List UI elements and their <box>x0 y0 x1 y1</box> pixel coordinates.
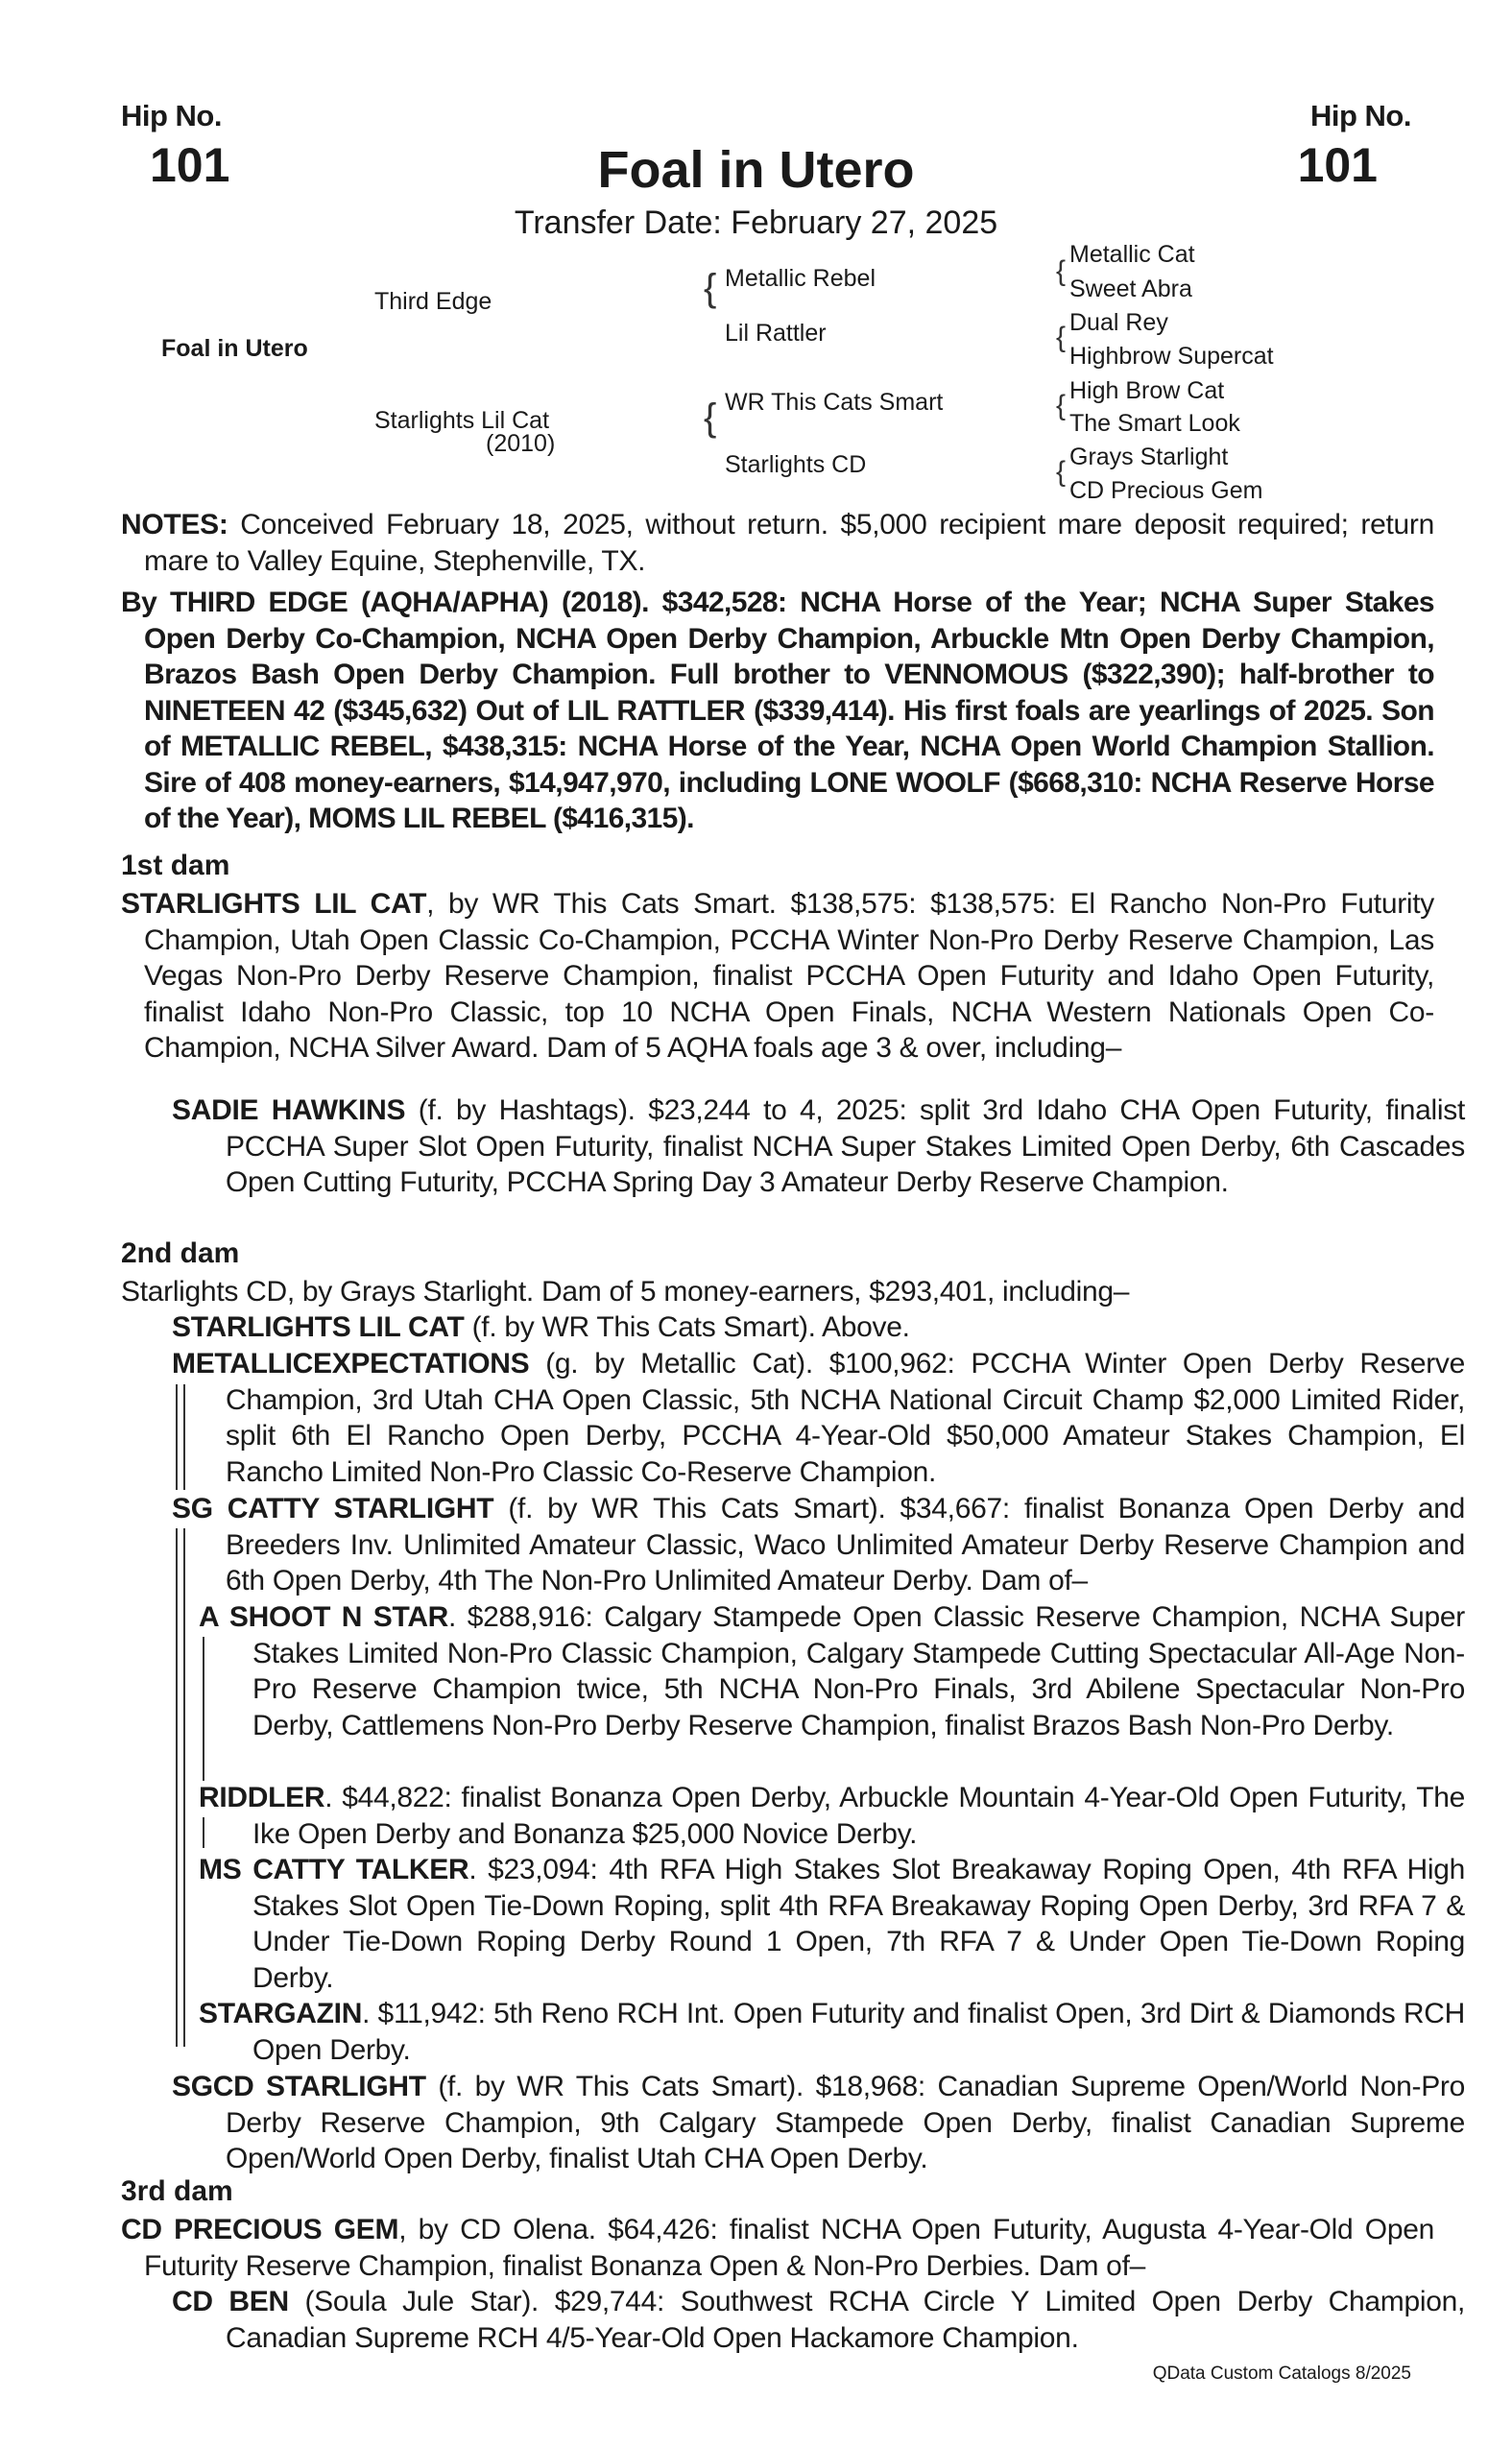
grand-offspring-3 <box>199 1852 1465 1996</box>
pedigree-g6: The Smart Look <box>1069 410 1240 437</box>
first-dam-text: , by WR This Cats Smart. $138,575: $138,575: El Rancho Non-Pro Futurity Champion, Utah Open Classic Co-Champion, PCCHA Winter Non-Pro Derby Reserve Champion, Las Vegas Non-Pro Derby Reserve Champion, finalist PCCHA Open Futurity and Idaho Open Futurity, finalist Idaho Non-Pro Classic, top 10 NCHA Open Finals, NCHA Western Nationals Open Co-Champion, NCHA Silver Award. Dam of 5 AQHA foals age 3 & over, including– <box>144 888 1434 1064</box>
pedigree-dam: Starlights Lil Cat <box>374 407 550 434</box>
offspring-text: . $288,916: Calgary Stampede Open Classic Reserve Champion, NCHA Super Stakes Limited Non-Pro Classic Champion, Calgary Stampede Cutting Spectacular All-Age Non-Pro Reserve Champion twice, 5th NCHA Non-Pro Finals, 3rd Abilene Spectacular Non-Pro Derby, Cattlemens Non-Pro Derby Reserve Champion, finalist Brazos Bash Non-Pro Derby. <box>252 1601 1465 1741</box>
produce-bar <box>183 1384 185 1490</box>
offspring-text: (f. by WR This Cats Smart). $34,667: finalist Bonanza Open Derby and Breeders Inv. Unlimited Amateur Classic, Waco Unlimited Amateur Derby Reserve Champion and 6th Open Derby, 4th The Non-Pro Unlimited Amateur Derby. Dam of– <box>226 1493 1465 1596</box>
brace-dam: { <box>704 396 717 439</box>
offspring-text: (f. by WR This Cats Smart). Above. <box>464 1311 910 1343</box>
pedigree-sire-sire: Metallic Rebel <box>725 265 876 292</box>
offspring-text: . $44,822: finalist Bonanza Open Derby, Arbuckle Mountain 4-Year-Old Open Futurity, The Ike Open Derby and Bonanza $25,000 Novice Derby. <box>252 1782 1465 1850</box>
sire-paragraph: By THIRD EDGE (AQHA/APHA) (2018). $342,528: NCHA Horse of the Year; NCHA Super Stakes Open Derby Co-Champion, NCHA Open Derby Champion, Arbuckle Mtn Open Derby Champion, Brazos Bash Open Derby Champion. Full brother to VENNOMOUS ($322,390); half-brother to NINETEEN 42 ($345,632) Out of LIL RATTLER ($339,414). His first foals are yearlings of 2025. Son of METALLIC REBEL, $438,315: NCHA Horse of the Year, NCHA Open World Champion Stallion. Sire of 408 money-earners, $14,947,970, including LONE WOOLF ($668,310: NCHA Reserve Horse of the Year), MOMS LIL REBEL ($416,315). <box>121 587 1434 834</box>
pedigree-dam-dam: Starlights CD <box>725 451 867 478</box>
pedigree-sire-dam: Lil Rattler <box>725 320 827 347</box>
second-dam-intro: Starlights CD, by Grays Starlight. Dam of 5 money-earners, $293,401, including– <box>121 1276 1130 1308</box>
grand-offspring-2 <box>199 1780 1465 1852</box>
first-dam-offspring <box>172 1092 1465 1201</box>
second-dam-offspring-2 <box>172 1346 1465 1490</box>
offspring-name: CD BEN <box>172 2286 289 2317</box>
offspring-name: SG CATTY STARLIGHT <box>172 1493 494 1524</box>
produce-bar <box>203 1817 204 1848</box>
offspring-text: . $11,942: 5th Reno RCH Int. Open Futurity and finalist Open, 3rd Dirt & Diamonds RCH Open Derby. <box>252 1998 1465 2066</box>
second-dam-offspring-4 <box>172 2069 1465 2177</box>
produce-bar <box>203 1637 204 1781</box>
transfer-date: Transfer Date: February 27, 2025 <box>514 204 998 241</box>
third-dam-paragraph <box>121 2212 1434 2284</box>
offspring-name: SADIE HAWKINS <box>172 1094 406 1126</box>
offspring-text: (f. by Hashtags). $23,244 to 4, 2025: split 3rd Idaho CHA Open Futurity, finalist PCCHA Super Slot Open Futurity, finalist NCHA Super Stakes Limited Open Derby, 6th Cascades Open Cutting Futurity, PCCHA Spring Day 3 Amateur Derby Reserve Champion. <box>226 1094 1465 1198</box>
brace-g3: { <box>1056 390 1067 421</box>
produce-bar <box>176 1528 178 2047</box>
pedigree-subject: Foal in Utero <box>161 335 308 362</box>
third-dam-name: CD PRECIOUS GEM <box>121 2214 399 2245</box>
offspring-name: METALLICEXPECTATIONS <box>172 1348 530 1380</box>
pedigree-g2: Sweet Abra <box>1069 276 1192 302</box>
pedigree-g8: CD Precious Gem <box>1069 477 1263 504</box>
third-dam-text: , by CD Olena. $64,426: finalist NCHA Open Futurity, Augusta 4-Year-Old Open Futurity Reserve Champion, finalist Bonanza Open & Non-Pro Derbies. Dam of– <box>144 2214 1434 2282</box>
first-dam-name: STARLIGHTS LIL CAT <box>121 888 427 920</box>
pedigree-g3: Dual Rey <box>1069 309 1168 336</box>
pedigree-g7: Grays Starlight <box>1069 444 1229 470</box>
second-dam-heading: 2nd dam <box>121 1237 240 1269</box>
offspring-name: A SHOOT N STAR <box>199 1601 449 1633</box>
brace-sire: { <box>704 267 717 309</box>
third-dam-offspring <box>172 2284 1465 2356</box>
first-dam-heading: 1st dam <box>121 850 230 881</box>
pedigree-dam-year: (2010) <box>486 430 556 457</box>
hip-label-right: Hip No. <box>1310 99 1411 132</box>
hip-number-left: 101 <box>150 138 230 192</box>
offspring-name: STARLIGHTS LIL CAT <box>172 1311 465 1343</box>
third-dam-heading: 3rd dam <box>121 2175 233 2207</box>
offspring-name: RIDDLER <box>199 1782 325 1813</box>
produce-bar <box>183 1528 185 2047</box>
hip-label-left: Hip No. <box>121 99 222 132</box>
pedigree-dam-sire: WR This Cats Smart <box>725 389 944 416</box>
notes-label: NOTES: <box>121 509 228 540</box>
brace-g2: { <box>1056 322 1067 353</box>
pedigree-sire: Third Edge <box>374 288 492 315</box>
second-dam-offspring-3 <box>172 1491 1465 1599</box>
notes <box>121 507 1434 579</box>
notes-text: Conceived February 18, 2025, without return. $5,000 recipient mare deposit required; return mare to Valley Equine, Stephenville, TX. <box>144 509 1434 577</box>
offspring-name: MS CATTY TALKER <box>199 1854 469 1885</box>
hip-number-right: 101 <box>1297 138 1378 192</box>
grand-offspring-1 <box>199 1599 1465 1743</box>
page-title: Foal in Utero <box>597 141 915 199</box>
offspring-text: (f. by WR This Cats Smart). $18,968: Canadian Supreme Open/World Non-Pro Derby Reserve Champion, 9th Calgary Stampede Open Derby, finalist Canadian Supreme Open/World Open Derby, finalist Utah CHA Open Derby. <box>226 2071 1466 2174</box>
second-dam-offspring-1 <box>172 1309 1411 1346</box>
offspring-text: (Soula Jule Star). $29,744: Southwest RCHA Circle Y Limited Open Derby Champion, Canadian Supreme RCH 4/5-Year-Old Open Hackamore Champion. <box>226 2286 1465 2354</box>
offspring-name: STARGAZIN <box>199 1998 363 2029</box>
footer-credit: QData Custom Catalogs 8/2025 <box>1152 2364 1411 2384</box>
offspring-text: (g. by Metallic Cat). $100,962: PCCHA Winter Open Derby Reserve Champion, 3rd Utah CHA Open Classic, 5th NCHA National Circuit Champ $2,000 Limited Rider, split 6th El Rancho Open Derby, PCCHA 4-Year-Old $50,000 Amateur Stakes Champion, El Rancho Limited Non-Pro Classic Co-Reserve Champion. <box>226 1348 1465 1488</box>
brace-g4: { <box>1056 456 1067 488</box>
brace-g1: { <box>1056 255 1067 287</box>
pedigree-g1: Metallic Cat <box>1069 241 1195 268</box>
produce-bar <box>176 1384 178 1490</box>
offspring-text: . $23,094: 4th RFA High Stakes Slot Breakaway Roping Open, 4th RFA High Stakes Slot Open Tie-Down Roping, split 4th RFA Breakaway Roping Open Derby, 3rd RFA 7 & Under Tie-Down Roping Derby Round 1 Open, 7th RFA 7 & Under Open Tie-Down Roping Derby. <box>252 1854 1465 1994</box>
first-dam-paragraph <box>121 886 1434 1067</box>
pedigree-g4: Highbrow Supercat <box>1069 343 1274 370</box>
grand-offspring-4 <box>199 1996 1465 2068</box>
offspring-name: SGCD STARLIGHT <box>172 2071 426 2102</box>
pedigree-g5: High Brow Cat <box>1069 377 1225 404</box>
